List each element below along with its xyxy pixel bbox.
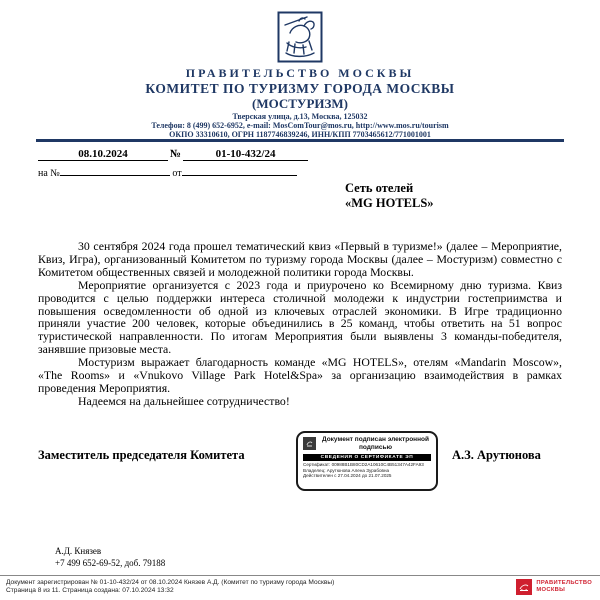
moscow-coat-of-arms-icon bbox=[277, 11, 323, 63]
executor-block bbox=[55, 545, 165, 569]
footer-logo bbox=[516, 579, 592, 595]
committee-short-name: (МОСТУРИЗМ) bbox=[252, 96, 348, 111]
reply-number-blank bbox=[60, 175, 170, 176]
reply-reference-line bbox=[38, 168, 297, 179]
stamp-certificate-bar: СВЕДЕНИЯ О СЕРТИФИКАТЕ ЭП bbox=[303, 454, 431, 461]
signer-name: А.З. Арутюнова bbox=[452, 448, 541, 462]
stamp-validity: Действителен с 27.04.2024 до 21.07.2025 bbox=[303, 473, 392, 479]
footer-logo-line1: ПРАВИТЕЛЬСТВО bbox=[536, 580, 592, 586]
paragraph-4: Надеемся на дальнейшее сотрудничество! bbox=[78, 393, 290, 408]
reply-from-label: от bbox=[172, 168, 182, 179]
paragraph-2: Мероприятие организуется с 2023 года и приурочено ко Всемирному дню туризма. Квиз проводится с целью поддержки интереса столичной молодежи к индустрии гостеприимства и повышения осведомленности об одной из ключевых отраслей экономики. В Игре традиционно приняли участие 200 человек, которые объединились в 25 команд, чтобы ответить на 51 вопрос туристической направленности. По итогам Мероприятия были выявлены 3 команды-победителя, занявшие призовые места. bbox=[38, 277, 562, 357]
header-divider bbox=[36, 139, 564, 142]
footer-line2: Страница 8 из 11. Страница создана: 07.10.2024 13:32 bbox=[6, 587, 174, 594]
footer-line1: Документ зарегистрирован № 01-10-432/24 от 08.10.2024 Князев А.Д. (Комитет по туризму города Москвы) bbox=[6, 579, 335, 586]
header-requisites: ОКПО 33310610, ОГРН 1187746839246, ИНН/КПП 7703465612/771001001 bbox=[169, 130, 431, 139]
stamp-owner: Владелец: Арутюнова Алена Зурабовна bbox=[303, 467, 390, 473]
addressee-line2: «MG HOTELS» bbox=[345, 196, 434, 210]
addressee-line1: Сеть отелей bbox=[345, 181, 414, 195]
signer-position: Заместитель председателя Комитета bbox=[38, 448, 245, 462]
letter-body bbox=[38, 240, 562, 408]
government-title: ПРАВИТЕЛЬСТВО МОСКВЫ bbox=[185, 66, 415, 80]
header-address: Тверская улица, д.13, Москва, 125032 bbox=[232, 112, 368, 121]
reply-number-label: на № bbox=[38, 168, 60, 179]
reply-date-blank bbox=[182, 175, 297, 176]
footer-logo-text bbox=[536, 580, 592, 594]
stamp-emblem-icon bbox=[303, 437, 316, 450]
header-contacts: Телефон: 8 (499) 652-6952, e-mail: MosComTour@mos.ru, http://www.mos.ru/tourism bbox=[151, 121, 449, 130]
paragraph-1: 30 сентября 2024 года прошел тематический квиз «Первый в туризме!» (далее – Мероприятие, Квиз, Игра), организованный Комитетом по туризму города Москвы (далее – Мостуризм) совместно с Комитетом общественных связей и молодежной политики города Москвы. bbox=[38, 239, 562, 279]
executor-phone: +7 499 652-69-52, доб. 79188 bbox=[55, 558, 166, 568]
document-date: 08.10.2024 bbox=[38, 148, 168, 161]
addressee-block bbox=[345, 181, 434, 211]
electronic-signature-stamp bbox=[296, 431, 438, 491]
document-number: 01-10-432/24 bbox=[183, 148, 308, 161]
stamp-certificate-number: Сертификат: 00988B1B80CD2A10610C4B51347A42FA93 bbox=[303, 462, 424, 467]
committee-title: КОМИТЕТ ПО ТУРИЗМУ ГОРОДА МОСКВЫ bbox=[145, 81, 455, 96]
footer-registration-text bbox=[6, 579, 334, 595]
stamp-title: Документ подписан электронной подписью bbox=[322, 436, 429, 451]
executor-name: А.Д. Князев bbox=[55, 546, 102, 556]
reference-line bbox=[38, 148, 308, 161]
paragraph-3: Мостуризм выражает благодарность команде «MG HOTELS», отелям «Mandarin Moscow», «The Rooms» и «Vnukovo Village Park Hotel&Spa» за организацию взаимодействия в рамках проведения Мероприятия. bbox=[38, 355, 562, 395]
registration-footer bbox=[0, 575, 600, 600]
moscow-government-logo-icon bbox=[516, 579, 532, 595]
stamp-header bbox=[298, 433, 436, 452]
number-sign: № bbox=[170, 148, 182, 160]
footer-logo-line2: МОСКВЫ bbox=[536, 587, 566, 593]
